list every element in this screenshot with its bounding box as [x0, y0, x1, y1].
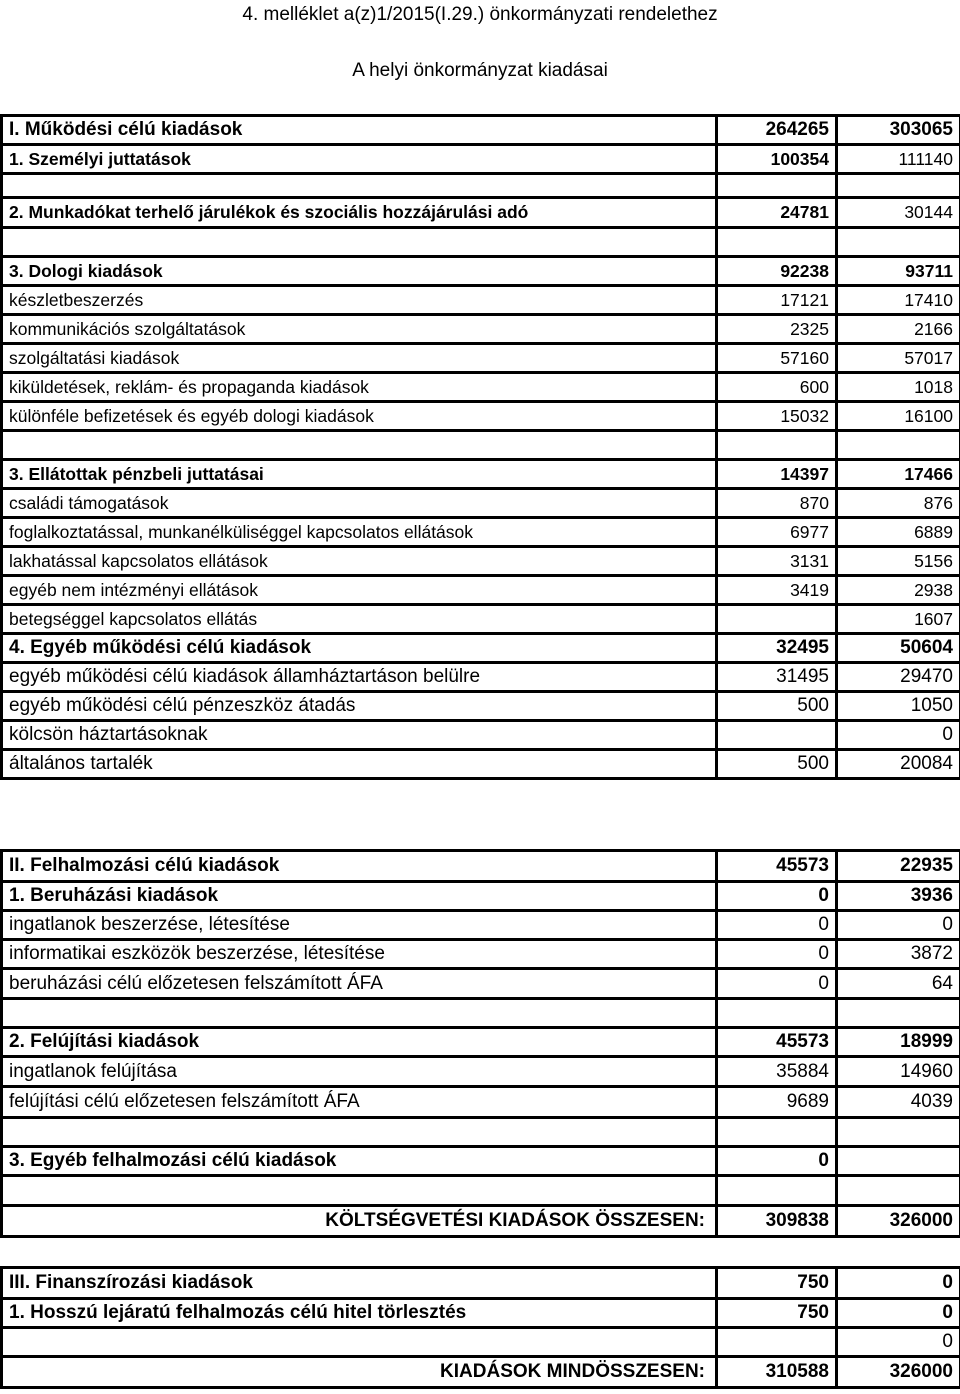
row-label: foglalkoztatással, munkanélküliséggel kapcsolatos ellátások: [2, 518, 717, 547]
value-col-2: 1050: [837, 692, 960, 721]
value-col-2: 29470: [837, 663, 960, 692]
value-col-2: 20084: [837, 750, 960, 779]
row-label: egyéb működési célú kiadások államháztartáson belülre: [2, 663, 717, 692]
row-label: egyéb működési célú pénzeszköz átadás: [2, 692, 717, 721]
value-col-1: 0: [717, 969, 837, 999]
value-col-1: 264265: [717, 116, 837, 145]
value-col-1: 45573: [717, 1028, 837, 1057]
value-col-1: 2325: [717, 315, 837, 344]
table-row: [2, 145, 960, 174]
value-col-1: [717, 174, 837, 198]
row-label: egyéb nem intézményi ellátások: [2, 576, 717, 605]
row-label: kölcsön háztartásoknak: [2, 721, 717, 750]
total-label: KIADÁSOK MINDÖSSZESEN:: [2, 1357, 717, 1388]
value-col-2: 30144: [837, 198, 960, 228]
value-col-1: [717, 431, 837, 460]
value-col-1: [717, 1118, 837, 1147]
total-value-col-1: 310588: [717, 1357, 837, 1388]
row-label: [2, 1176, 717, 1206]
value-col-2: 2938: [837, 576, 960, 605]
row-label: készletbeszerzés: [2, 286, 717, 315]
value-col-1: 3131: [717, 547, 837, 576]
table-row: [2, 174, 960, 198]
table-row: [2, 1028, 960, 1057]
value-col-2: 0: [837, 1299, 960, 1328]
row-label: 3. Dologi kiadások: [2, 257, 717, 286]
table-row: [2, 1176, 960, 1206]
total-value-col-2: 326000: [837, 1206, 960, 1237]
value-col-2: 64: [837, 969, 960, 999]
table-row: [2, 431, 960, 460]
table-row: [2, 750, 960, 779]
row-label: kiküldetések, reklám- és propaganda kiadások: [2, 373, 717, 402]
value-col-1: 500: [717, 692, 837, 721]
row-label: [2, 1328, 717, 1357]
value-col-2: 1018: [837, 373, 960, 402]
value-col-2: 0: [837, 1328, 960, 1357]
value-col-2: 5156: [837, 547, 960, 576]
table-row: [2, 605, 960, 634]
row-label: betegséggel kapcsolatos ellátás: [2, 605, 717, 634]
row-label: családi támogatások: [2, 489, 717, 518]
value-col-1: [717, 228, 837, 257]
table-row: [2, 373, 960, 402]
table-row: [2, 402, 960, 431]
table-row: [2, 969, 960, 999]
value-col-1: 0: [717, 911, 837, 940]
table-row: [2, 116, 960, 145]
table-row: [2, 692, 960, 721]
table-row: [2, 460, 960, 489]
value-col-1: 57160: [717, 344, 837, 373]
value-col-1: 14397: [717, 460, 837, 489]
value-col-2: 303065: [837, 116, 960, 145]
value-col-2: [837, 1176, 960, 1206]
value-col-2: 17410: [837, 286, 960, 315]
value-col-2: 876: [837, 489, 960, 518]
value-col-2: [837, 1147, 960, 1176]
operating-expenditures-table: [0, 114, 960, 780]
value-col-1: 17121: [717, 286, 837, 315]
value-col-2: 3872: [837, 940, 960, 969]
row-label: 2. Munkadókat terhelő járulékok és szociális hozzájárulási adó: [2, 198, 717, 228]
table-row: [2, 489, 960, 518]
row-label: beruházási célú előzetesen felszámított ÁFA: [2, 969, 717, 999]
table-row: [2, 1147, 960, 1176]
value-col-1: 6977: [717, 518, 837, 547]
value-col-2: [837, 1118, 960, 1147]
value-col-1: 0: [717, 940, 837, 969]
total-row: [2, 1206, 960, 1237]
value-col-2: 0: [837, 911, 960, 940]
row-label: felújítási célú előzetesen felszámított ÁFA: [2, 1087, 717, 1118]
value-col-2: 1607: [837, 605, 960, 634]
table-row: [2, 1057, 960, 1087]
annex-reference: 4. melléklet a(z)1/2015(I.29.) önkormányzati rendelethez: [242, 4, 718, 25]
value-col-1: [717, 721, 837, 750]
value-col-1: 600: [717, 373, 837, 402]
table-row: [2, 198, 960, 228]
value-col-2: 17466: [837, 460, 960, 489]
value-col-1: 750: [717, 1268, 837, 1299]
row-label: 2. Felújítási kiadások: [2, 1028, 717, 1057]
table-row: [2, 286, 960, 315]
value-col-2: 0: [837, 1268, 960, 1299]
row-label: ingatlanok felújítása: [2, 1057, 717, 1087]
row-label: informatikai eszközök beszerzése, létesítése: [2, 940, 717, 969]
value-col-2: [837, 999, 960, 1028]
row-label: lakhatással kapcsolatos ellátások: [2, 547, 717, 576]
table-row: [2, 576, 960, 605]
value-col-1: 500: [717, 750, 837, 779]
table-row: [2, 1087, 960, 1118]
row-label: 3. Egyéb felhalmozási célú kiadások: [2, 1147, 717, 1176]
value-col-1: 45573: [717, 851, 837, 882]
value-col-1: 870: [717, 489, 837, 518]
total-value-col-1: 309838: [717, 1206, 837, 1237]
table-row: [2, 999, 960, 1028]
value-col-1: [717, 1176, 837, 1206]
row-label: II. Felhalmozási célú kiadások: [2, 851, 717, 882]
table-row: [2, 851, 960, 882]
value-col-2: 18999: [837, 1028, 960, 1057]
table-row: [2, 721, 960, 750]
value-col-2: 50604: [837, 634, 960, 663]
value-col-1: 31495: [717, 663, 837, 692]
total-row: [2, 1357, 960, 1388]
row-label: 1. Hosszú lejáratú felhalmozás célú hitel törlesztés: [2, 1299, 717, 1328]
value-col-1: 750: [717, 1299, 837, 1328]
value-col-1: 0: [717, 882, 837, 911]
table-row: [2, 547, 960, 576]
row-label: [2, 1118, 717, 1147]
value-col-2: [837, 228, 960, 257]
value-col-2: 6889: [837, 518, 960, 547]
row-label: kommunikációs szolgáltatások: [2, 315, 717, 344]
row-label: 4. Egyéb működési célú kiadások: [2, 634, 717, 663]
value-col-2: 4039: [837, 1087, 960, 1118]
row-label: általános tartalék: [2, 750, 717, 779]
value-col-1: [717, 999, 837, 1028]
table-row: [2, 228, 960, 257]
capital-expenditures-table: [0, 849, 960, 1238]
row-label: 3. Ellátottak pénzbeli juttatásai: [2, 460, 717, 489]
value-col-2: 2166: [837, 315, 960, 344]
value-col-2: 93711: [837, 257, 960, 286]
value-col-2: 22935: [837, 851, 960, 882]
value-col-1: 32495: [717, 634, 837, 663]
row-label: [2, 431, 717, 460]
value-col-1: [717, 1328, 837, 1357]
table-row: [2, 344, 960, 373]
table-row: [2, 663, 960, 692]
value-col-1: 0: [717, 1147, 837, 1176]
table-row: [2, 257, 960, 286]
table-row: [2, 882, 960, 911]
row-label: különféle befizetések és egyéb dologi kiadások: [2, 402, 717, 431]
value-col-2: 111140: [837, 145, 960, 174]
row-label: III. Finanszírozási kiadások: [2, 1268, 717, 1299]
value-col-2: 16100: [837, 402, 960, 431]
row-label: ingatlanok beszerzése, létesítése: [2, 911, 717, 940]
value-col-2: [837, 174, 960, 198]
row-label: [2, 174, 717, 198]
value-col-1: 24781: [717, 198, 837, 228]
row-label: [2, 228, 717, 257]
value-col-2: 14960: [837, 1057, 960, 1087]
table-row: [2, 315, 960, 344]
value-col-1: 9689: [717, 1087, 837, 1118]
value-col-1: 35884: [717, 1057, 837, 1087]
value-col-1: 92238: [717, 257, 837, 286]
value-col-1: 3419: [717, 576, 837, 605]
value-col-2: 0: [837, 721, 960, 750]
value-col-2: [837, 431, 960, 460]
table-row: [2, 1268, 960, 1299]
table-row: [2, 1328, 960, 1357]
page-title: A helyi önkormányzat kiadásai: [352, 60, 608, 81]
table-row: [2, 518, 960, 547]
financing-expenditures-table: [0, 1266, 960, 1389]
total-label: KÖLTSÉGVETÉSI KIADÁSOK ÖSSZESEN:: [2, 1206, 717, 1237]
row-label: 1. Személyi juttatások: [2, 145, 717, 174]
value-col-2: 57017: [837, 344, 960, 373]
row-label: [2, 999, 717, 1028]
table-row: [2, 911, 960, 940]
row-label: szolgáltatási kiadások: [2, 344, 717, 373]
table-row: [2, 940, 960, 969]
value-col-2: 3936: [837, 882, 960, 911]
table-row: [2, 634, 960, 663]
value-col-1: 15032: [717, 402, 837, 431]
value-col-1: [717, 605, 837, 634]
row-label: 1. Beruházási kiadások: [2, 882, 717, 911]
value-col-1: 100354: [717, 145, 837, 174]
total-value-col-2: 326000: [837, 1357, 960, 1388]
table-row: [2, 1299, 960, 1328]
table-row: [2, 1118, 960, 1147]
row-label: I. Működési célú kiadások: [2, 116, 717, 145]
